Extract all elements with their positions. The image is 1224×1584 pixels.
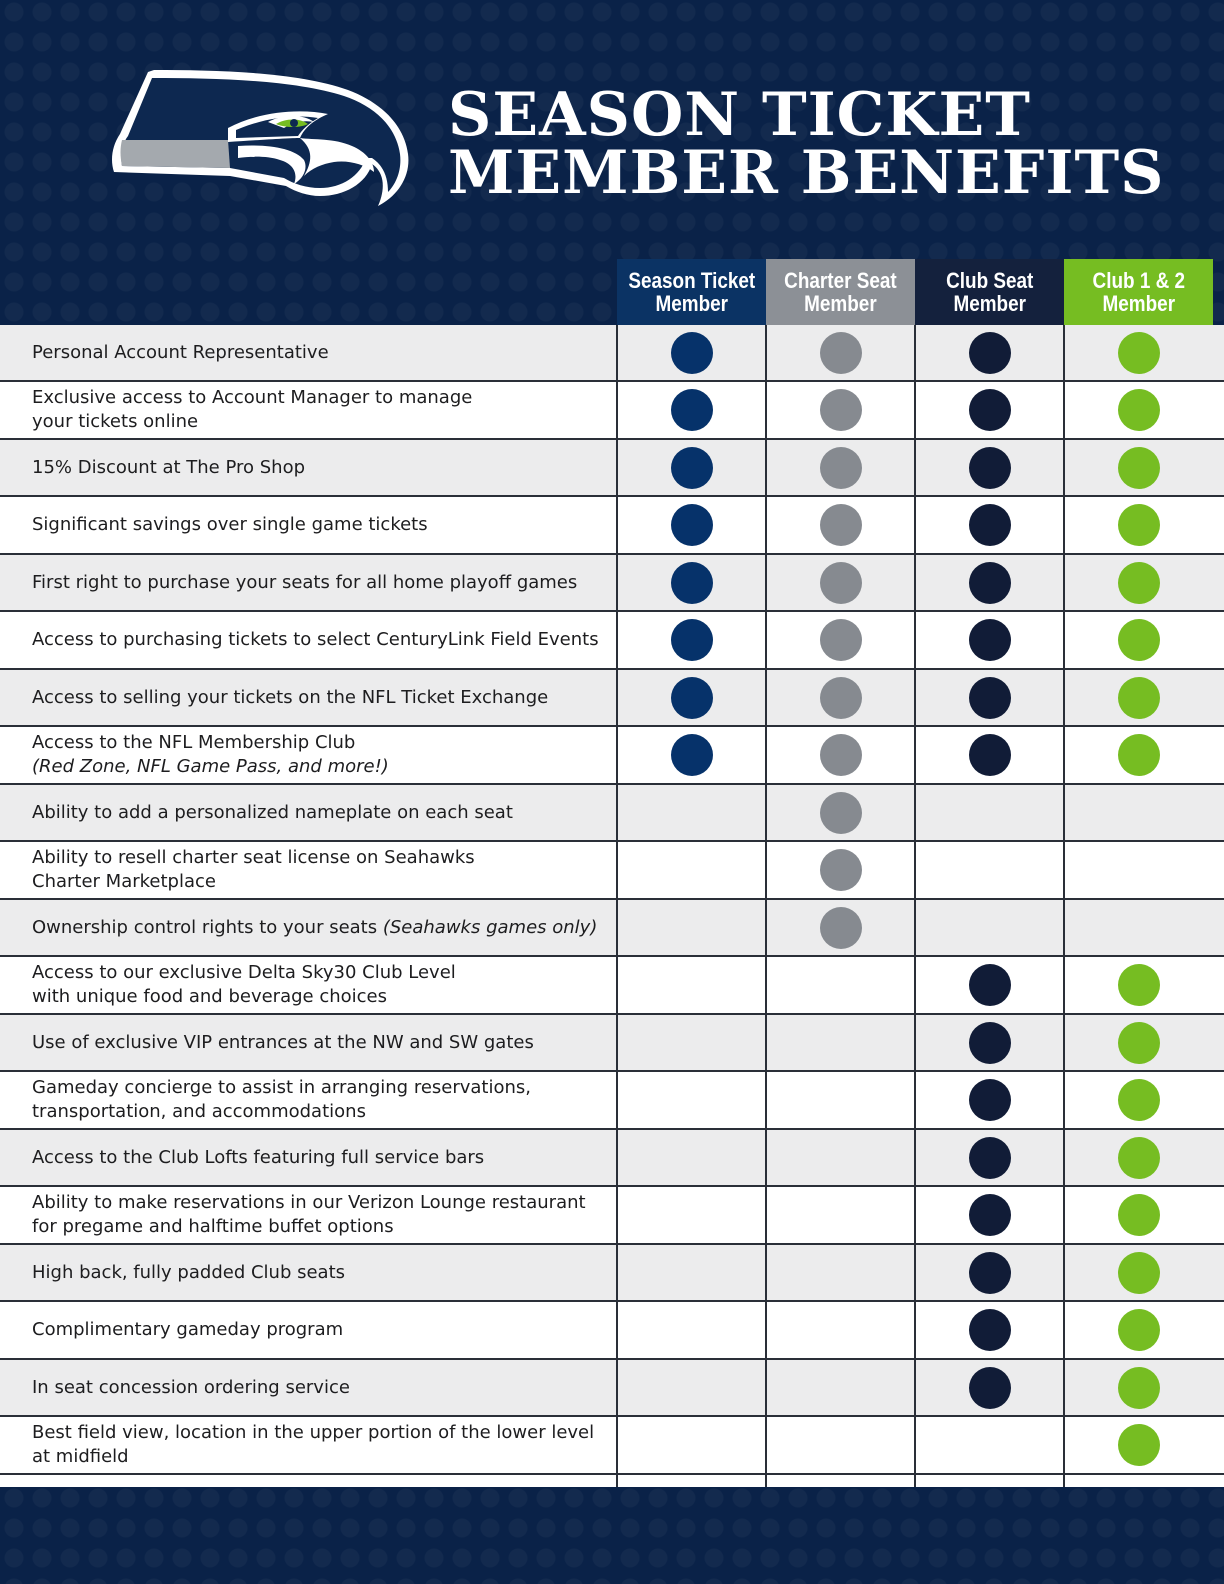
benefit-included-dot bbox=[820, 504, 862, 546]
benefit-label bbox=[32, 670, 612, 725]
benefit-label bbox=[32, 1302, 612, 1358]
benefit-included-dot bbox=[969, 1309, 1011, 1351]
column-divider bbox=[1063, 325, 1065, 1487]
benefit-label bbox=[32, 555, 612, 610]
benefit-label bbox=[32, 842, 612, 898]
benefit-included-dot bbox=[969, 562, 1011, 604]
benefit-included-dot bbox=[820, 562, 862, 604]
benefit-note: (Seahawks games only) bbox=[382, 916, 598, 938]
benefit-included-dot bbox=[1118, 1137, 1160, 1179]
benefit-text-main: Exclusive access to Account Manager to manage bbox=[32, 387, 473, 408]
benefit-text-main: Access to selling your tickets on the NFL Ticket Exchange bbox=[32, 686, 549, 708]
benefit-included-dot bbox=[969, 389, 1011, 431]
benefit-included-dot bbox=[1118, 562, 1160, 604]
benefit-label bbox=[32, 727, 612, 783]
benefits-table bbox=[0, 325, 1224, 1487]
table-row bbox=[0, 497, 1224, 555]
benefit-included-dot bbox=[1118, 332, 1160, 374]
column-header-line-1: Club Seat bbox=[945, 268, 1034, 293]
title-line-2: MEMBER BENEFITS bbox=[448, 138, 1165, 208]
page-title bbox=[448, 80, 1165, 208]
table-row bbox=[0, 900, 1224, 957]
benefit-text bbox=[32, 1318, 612, 1342]
benefit-included-dot bbox=[969, 734, 1011, 776]
benefit-text-main: Access to the NFL Membership Club bbox=[32, 732, 356, 753]
benefit-text-main: Ability to add a personalized nameplate on each seat bbox=[32, 801, 513, 823]
benefit-text-line-2: at midfield bbox=[32, 1446, 129, 1467]
benefit-included-dot bbox=[820, 849, 862, 891]
benefit-text bbox=[32, 513, 612, 537]
benefit-included-dot bbox=[820, 677, 862, 719]
table-row bbox=[0, 727, 1224, 785]
benefit-text-main: Best field view, location in the upper portion of the lower level bbox=[32, 1422, 595, 1443]
benefit-included-dot bbox=[969, 332, 1011, 374]
benefit-label bbox=[32, 1245, 612, 1300]
benefit-label bbox=[32, 440, 612, 495]
benefit-text bbox=[32, 686, 612, 710]
benefit-label bbox=[32, 1130, 612, 1185]
benefit-text-line-2: with unique food and beverage choices bbox=[32, 986, 387, 1007]
column-divider bbox=[914, 325, 916, 1487]
benefit-included-dot bbox=[1118, 734, 1160, 776]
benefit-included-dot bbox=[969, 1137, 1011, 1179]
benefit-text bbox=[32, 386, 612, 410]
seahawks-logo bbox=[108, 68, 414, 208]
benefit-included-dot bbox=[671, 734, 713, 776]
benefit-text-main: In seat concession ordering service bbox=[32, 1376, 350, 1398]
benefit-label bbox=[32, 785, 612, 840]
table-row bbox=[0, 1130, 1224, 1187]
column-divider bbox=[765, 325, 767, 1487]
benefit-text bbox=[32, 1376, 612, 1400]
benefit-included-dot bbox=[1118, 504, 1160, 546]
benefit-included-dot bbox=[1118, 1309, 1160, 1351]
benefit-included-dot bbox=[820, 447, 862, 489]
benefit-included-dot bbox=[820, 792, 862, 834]
benefit-included-dot bbox=[1118, 1424, 1160, 1466]
benefit-text bbox=[32, 801, 612, 825]
title-line-1: SEASON TICKET bbox=[448, 80, 1031, 150]
benefit-text-main: Access to our exclusive Delta Sky30 Club Level bbox=[32, 962, 456, 983]
column-header-line-2: Member bbox=[1102, 291, 1175, 316]
benefit-included-dot bbox=[969, 964, 1011, 1006]
table-row bbox=[0, 382, 1224, 440]
benefit-text-main: Gameday concierge to assist in arranging reservations, bbox=[32, 1077, 532, 1098]
benefit-text bbox=[32, 1146, 612, 1170]
table-row bbox=[0, 555, 1224, 612]
benefit-text bbox=[32, 1031, 612, 1055]
benefit-included-dot bbox=[820, 332, 862, 374]
benefit-label bbox=[32, 612, 612, 668]
benefit-label bbox=[32, 1187, 612, 1243]
benefit-note: (Red Zone, NFL Game Pass, and more!) bbox=[32, 756, 389, 777]
benefit-included-dot bbox=[969, 1367, 1011, 1409]
table-row bbox=[0, 1302, 1224, 1360]
benefit-included-dot bbox=[969, 1194, 1011, 1236]
benefit-text bbox=[32, 731, 612, 755]
table-row bbox=[0, 1015, 1224, 1072]
benefit-included-dot bbox=[1118, 389, 1160, 431]
benefit-included-dot bbox=[671, 619, 713, 661]
benefit-text bbox=[32, 846, 612, 870]
benefit-text-main: Significant savings over single game tickets bbox=[32, 514, 428, 535]
table-row bbox=[0, 842, 1224, 900]
benefit-label bbox=[32, 497, 612, 553]
benefit-label bbox=[32, 1360, 612, 1415]
benefit-text bbox=[32, 1421, 612, 1445]
benefit-text-main: Access to the Club Lofts featuring full service bars bbox=[32, 1146, 485, 1168]
benefit-text-line-2: your tickets online bbox=[32, 411, 199, 432]
column-header-line-1: Club 1 & 2 bbox=[1092, 268, 1185, 293]
benefit-text bbox=[32, 456, 612, 480]
benefit-text bbox=[32, 1261, 612, 1285]
table-row bbox=[0, 785, 1224, 842]
benefit-text bbox=[32, 341, 612, 365]
column-header-line-1: Charter Seat bbox=[784, 268, 897, 293]
table-row bbox=[0, 612, 1224, 670]
column-header-line-2: Member bbox=[804, 291, 877, 316]
table-row bbox=[0, 440, 1224, 497]
footer-banner bbox=[0, 1486, 1224, 1584]
benefit-included-dot bbox=[1118, 1194, 1160, 1236]
table-row bbox=[0, 325, 1224, 382]
benefit-included-dot bbox=[1118, 1022, 1160, 1064]
benefit-included-dot bbox=[820, 734, 862, 776]
column-header-1 bbox=[617, 259, 766, 325]
benefit-text bbox=[32, 961, 612, 985]
table-row bbox=[0, 957, 1224, 1015]
benefit-text bbox=[32, 628, 612, 652]
benefit-included-dot bbox=[671, 332, 713, 374]
benefit-included-dot bbox=[1118, 677, 1160, 719]
benefit-included-dot bbox=[1118, 1367, 1160, 1409]
table-row bbox=[0, 1072, 1224, 1130]
benefit-text bbox=[32, 916, 612, 940]
benefit-included-dot bbox=[1118, 447, 1160, 489]
benefit-label bbox=[32, 957, 612, 1013]
benefit-text-main: Ownership control rights to your seats bbox=[32, 916, 383, 938]
column-header-line-2: Member bbox=[655, 291, 728, 316]
benefit-text-main: Use of exclusive VIP entrances at the NW and SW gates bbox=[32, 1031, 534, 1053]
benefit-included-dot bbox=[671, 677, 713, 719]
table-row bbox=[0, 1417, 1224, 1475]
benefit-text bbox=[32, 1076, 612, 1100]
benefit-text-line-2: transportation, and accommodations bbox=[32, 1101, 366, 1122]
benefit-text-main: Personal Account Representative bbox=[32, 341, 329, 363]
benefit-included-dot bbox=[1118, 1252, 1160, 1294]
benefit-included-dot bbox=[671, 447, 713, 489]
benefit-included-dot bbox=[1118, 964, 1160, 1006]
benefit-included-dot bbox=[969, 619, 1011, 661]
column-divider bbox=[616, 325, 618, 1487]
table-row bbox=[0, 1360, 1224, 1417]
benefit-text-main: Ability to resell charter seat license on Seahawks bbox=[32, 847, 475, 868]
benefit-included-dot bbox=[969, 1252, 1011, 1294]
benefit-text-line-2: Charter Marketplace bbox=[32, 871, 216, 892]
benefit-included-dot bbox=[820, 907, 862, 949]
benefit-label bbox=[32, 1015, 612, 1070]
benefit-included-dot bbox=[1118, 1079, 1160, 1121]
benefit-included-dot bbox=[820, 619, 862, 661]
benefit-included-dot bbox=[820, 389, 862, 431]
benefit-text-main: First right to purchase your seats for all home playoff games bbox=[32, 571, 578, 593]
table-row bbox=[0, 670, 1224, 727]
table-row bbox=[0, 1245, 1224, 1302]
benefit-text bbox=[32, 571, 612, 595]
table-row bbox=[0, 1187, 1224, 1245]
benefit-label bbox=[32, 900, 612, 955]
benefit-text-main: Ability to make reservations in our Verizon Lounge restaurant bbox=[32, 1192, 586, 1213]
benefit-label bbox=[32, 1417, 612, 1473]
column-header-3 bbox=[915, 259, 1064, 325]
benefit-label bbox=[32, 325, 612, 380]
benefit-text-main: Complimentary gameday program bbox=[32, 1319, 344, 1340]
benefit-included-dot bbox=[969, 677, 1011, 719]
benefit-included-dot bbox=[671, 562, 713, 604]
benefit-included-dot bbox=[1118, 619, 1160, 661]
column-header-2 bbox=[766, 259, 915, 325]
column-header-4 bbox=[1064, 259, 1213, 325]
benefit-label bbox=[32, 1072, 612, 1128]
benefit-included-dot bbox=[969, 1022, 1011, 1064]
benefit-text-line-2: for pregame and halftime buffet options bbox=[32, 1216, 394, 1237]
benefit-text-main: 15% Discount at The Pro Shop bbox=[32, 456, 306, 478]
benefit-label bbox=[32, 382, 612, 438]
benefit-included-dot bbox=[671, 389, 713, 431]
benefit-text-main: High back, fully padded Club seats bbox=[32, 1261, 346, 1283]
benefit-text bbox=[32, 1191, 612, 1215]
benefit-included-dot bbox=[671, 504, 713, 546]
benefit-included-dot bbox=[969, 447, 1011, 489]
benefit-text-main: Access to purchasing tickets to select CenturyLink Field Events bbox=[32, 629, 599, 650]
column-header-line-2: Member bbox=[953, 291, 1026, 316]
benefit-included-dot bbox=[969, 504, 1011, 546]
column-header-line-1: Season Ticket bbox=[628, 268, 755, 293]
benefit-included-dot bbox=[969, 1079, 1011, 1121]
